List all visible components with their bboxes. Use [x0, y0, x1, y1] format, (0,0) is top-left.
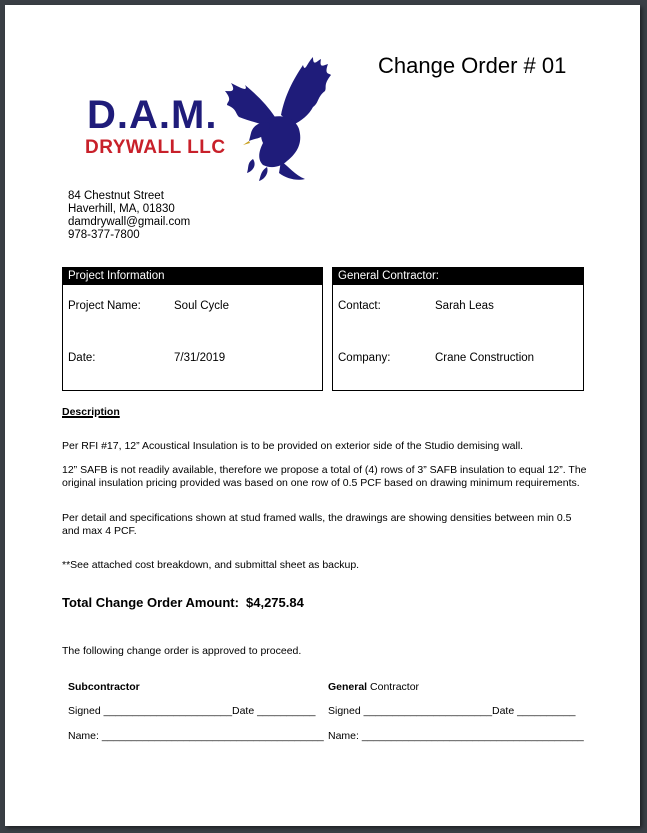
gc-signed-line: Signed ______________________: [328, 705, 493, 717]
document-page: [5, 5, 640, 826]
description-paragraph-3: Per detail and specifications shown at stud framed walls, the drawings are showing densities between min 0.5 and max 4 PCF.: [62, 512, 572, 537]
address-street: 84 Chestnut Street: [68, 190, 164, 202]
address-phone: 978-377-7800: [68, 229, 140, 241]
project-info-box: [62, 267, 323, 391]
approval-text: The following change order is approved to proceed.: [62, 645, 302, 657]
address-email: damdrywall@gmail.com: [68, 216, 191, 228]
company-logo: [65, 47, 335, 197]
general-contractor-heading: General Contractor:: [333, 268, 583, 285]
project-date-value: 7/31/2019: [174, 352, 226, 364]
gc-date-line: Date __________: [492, 705, 576, 717]
general-contractor-box: [332, 267, 584, 391]
project-name-value: Soul Cycle: [174, 300, 229, 312]
eagle-icon: [223, 55, 333, 185]
project-info-heading: Project Information: [63, 268, 322, 285]
gc-name-line: Name: ______________________________________: [328, 730, 584, 742]
gc-heading-rest: Contractor: [367, 681, 420, 693]
page-title: Change Order # 01: [378, 53, 567, 78]
sub-signed-line: Signed ______________________: [68, 705, 233, 717]
gc-heading-bold: General: [328, 681, 368, 693]
gc-signature-heading: [328, 681, 419, 693]
sub-date-line: Date __________: [232, 705, 316, 717]
description-paragraph-4: **See attached cost breakdown, and submittal sheet as backup.: [62, 559, 360, 571]
company-value: Crane Construction: [435, 352, 535, 364]
description-heading: Description: [62, 406, 120, 418]
project-name-label: Project Name:: [68, 300, 141, 312]
sub-name-line: Name: ______________________________________: [68, 730, 324, 742]
subcontractor-heading: Subcontractor: [68, 681, 140, 693]
logo-name: D.A.M.: [87, 93, 218, 137]
project-date-label: Date:: [68, 352, 96, 364]
total-amount: $4,275.84: [246, 595, 304, 610]
description-paragraph-2: 12” SAFB is not readily available, therefore we propose a total of (4) rows of 3” SAFB insulation to equal 12”. The original insulation pricing provided was based on one row of 0.5 PCF based on drawing minimum requirements.: [62, 464, 587, 489]
contact-value: Sarah Leas: [435, 300, 494, 312]
company-label: Company:: [338, 352, 391, 364]
logo-subtitle: DRYWALL LLC: [85, 137, 226, 158]
contact-label: Contact:: [338, 300, 381, 312]
description-paragraph-1: Per RFI #17, 12” Acoustical Insulation is to be provided on exterior side of the Studio demising wall.: [62, 440, 524, 452]
total-label: Total Change Order Amount:: [62, 595, 239, 610]
address-city: Haverhill, MA, 01830: [68, 203, 175, 215]
